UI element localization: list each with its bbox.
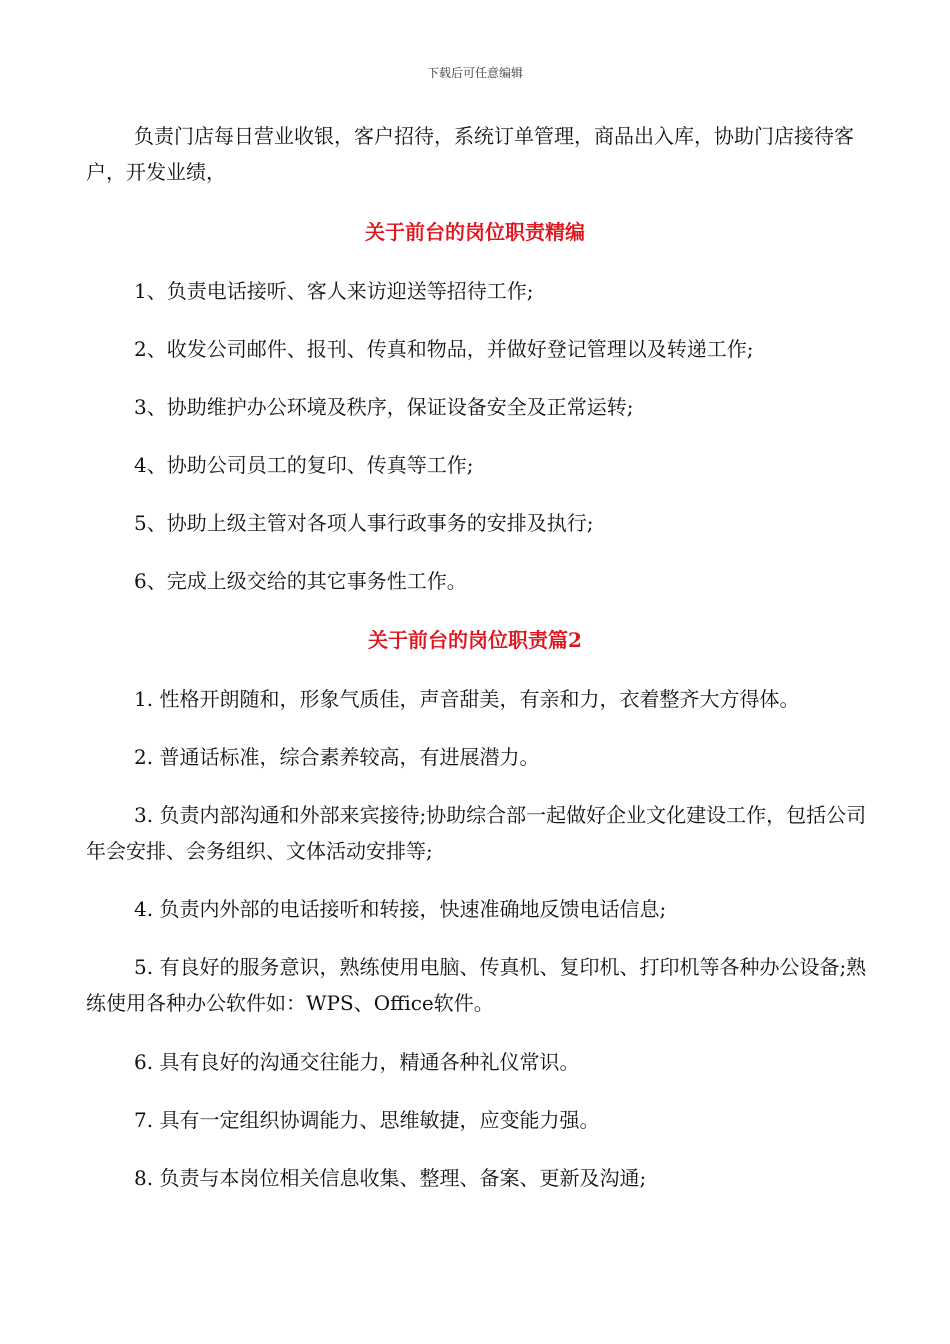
section2-item: 2. 普通话标准，综合素养较高，有进展潜力。	[134, 745, 540, 769]
section2-item: 3. 负责内部沟通和外部来宾接待;协助综合部一起做好企业文化建设工作，包括公司年会安排、会务组织、文体活动安排等;	[86, 803, 867, 863]
intro-paragraph: 负责门店每日营业收银，客户招待，系统订单管理，商品出入库，协助门店接待客户，开发业绩，	[86, 124, 854, 184]
section1-title: 关于前台的岗位职责精编	[365, 220, 585, 244]
section1-item: 2、收发公司邮件、报刊、传真和物品，并做好登记管理以及转递工作;	[134, 337, 754, 361]
section1-item: 5、协助上级主管对各项人事行政事务的安排及执行;	[134, 511, 594, 535]
section2-item: 1. 性格开朗随和，形象气质佳，声音甜美，有亲和力，衣着整齐大方得体。	[134, 687, 800, 711]
section2-item: 8. 负责与本岗位相关信息收集、整理、备案、更新及沟通;	[134, 1166, 647, 1190]
section1-item: 4、协助公司员工的复印、传真等工作;	[134, 453, 474, 477]
section1-item: 1、负责电话接听、客人来访迎送等招待工作;	[134, 279, 534, 303]
header-note: 下载后可任意编辑	[426, 66, 523, 80]
section1-item: 3、协助维护办公环境及秩序，保证设备安全及正常运转;	[134, 395, 634, 419]
section2-item: 5. 有良好的服务意识，熟练使用电脑、传真机、复印机、打印机等各种办公设备;熟练使用各种办公软件如：WPS、Office软件。	[86, 955, 867, 1015]
section1-item: 6、完成上级交给的其它事务性工作。	[134, 569, 467, 593]
section2-item: 7. 具有一定组织协调能力、思维敏捷，应变能力强。	[134, 1108, 600, 1132]
section2-item: 4. 负责内外部的电话接听和转接，快速准确地反馈电话信息;	[134, 897, 667, 921]
section2-title: 关于前台的岗位职责篇2	[368, 628, 582, 652]
section2-item: 6. 具有良好的沟通交往能力，精通各种礼仪常识。	[134, 1050, 580, 1074]
